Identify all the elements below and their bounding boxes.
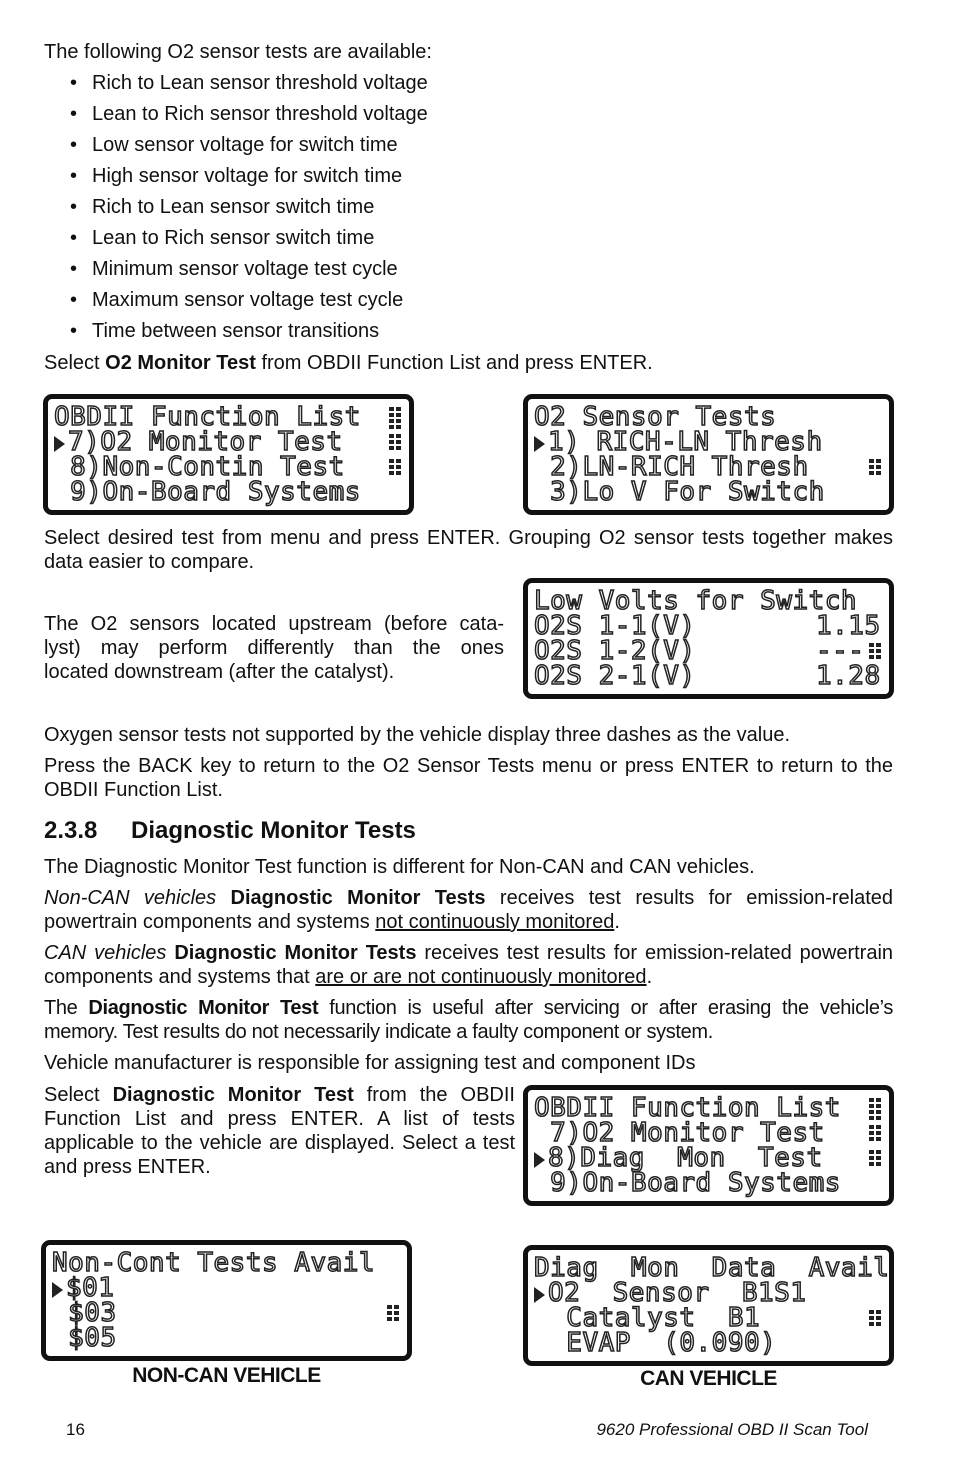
scroll-middle-icon <box>389 434 401 450</box>
lcd-row: $05 <box>52 1323 117 1353</box>
lcd-selected-row: 1) RICH-LN Thresh <box>534 430 823 455</box>
lcd-obdii-function-list <box>43 394 414 515</box>
dashes-note: Oxygen sensor tests not supported by the vehicle display three dashes as the value. <box>44 724 790 746</box>
scroll-top-icon <box>389 407 401 429</box>
lcd-row: O2S 1-2(V) --- <box>534 636 865 666</box>
manufacturer-note: Vehicle manufacturer is responsible for assigning test and component IDs <box>44 1052 696 1074</box>
page-number: 16 <box>66 1420 85 1439</box>
lcd-o2-sensor-tests <box>523 394 894 515</box>
can-paragraph: CAN vehicles Diagnostic Monitor Tests receives test results for emission-related powertrain components and systems that are or are not continuously monitored. <box>44 942 894 988</box>
scroll-middle-icon <box>869 1125 881 1141</box>
useful-paragraph: The Diagnostic Monitor Test function is useful after servicing or after erasing the vehicle’s memory. Test results do not necessarily indicate a faulty component or system. <box>44 997 894 1043</box>
lcd-title: Low Volts for Switch <box>534 586 858 616</box>
lcd-row: 8)Non-Contin Test <box>54 452 345 482</box>
list-item: • High sensor voltage for switch time <box>70 165 403 187</box>
upstream-note: The O2 sensors located upstream (before cata- lyst) may perform differently than the ones located downstream (after the catalyst). <box>44 613 504 683</box>
lcd-diag-mon-data <box>523 1245 894 1366</box>
lcd-row: 2)LN-RICH Thresh <box>534 452 809 482</box>
cursor-arrow-icon <box>54 436 65 452</box>
lcd-row: Catalyst B1 <box>534 1303 761 1333</box>
lcd-obdii-function-list-diag <box>523 1085 894 1206</box>
lcd-title: Diag Mon Data Avail <box>534 1253 890 1283</box>
lcd-row: 9)On-Board Systems <box>54 477 361 507</box>
lcd-selected-row: 8)Diag Mon Test <box>534 1146 823 1171</box>
scroll-icon <box>869 459 881 475</box>
lcd-non-cont-tests <box>41 1240 412 1361</box>
lcd-low-volts-for-switch <box>523 578 894 699</box>
lcd-row: 9)On-Board Systems <box>534 1168 841 1198</box>
can-caption: CAN VEHICLE <box>640 1367 777 1390</box>
select-dmt-instruction: Select Diagnostic Monitor Test from the OBDII Function List and press ENTER. A list of tests applicable to the vehicle are displayed. Select a test and press ENTER. <box>44 1084 515 1178</box>
lcd-row: $03 <box>52 1298 117 1328</box>
noncan-caption: NON-CAN VEHICLE <box>132 1364 321 1387</box>
noncan-paragraph: Non-CAN vehicles Diagnostic Monitor Tests receives test results for emission-related powertrain components and systems not continuously monitored. <box>44 887 894 933</box>
scroll-bottom-icon <box>389 459 401 475</box>
cursor-arrow-icon <box>534 1287 545 1303</box>
lcd-selected-row: 7)O2 Monitor Test <box>54 430 343 455</box>
scroll-icon <box>869 643 881 659</box>
lcd-row: O2S 1-1(V) 1.15 <box>534 611 881 641</box>
lcd-row: 7)O2 Monitor Test <box>534 1118 825 1148</box>
list-item: • Rich to Lean sensor switch time <box>70 196 375 218</box>
scroll-bottom-icon <box>869 1150 881 1166</box>
list-item: • Rich to Lean sensor threshold voltage <box>70 72 428 94</box>
select-desired-text: Select desired test from menu and press ENTER. Grouping O2 sensor tests together makes data easier to compare. <box>44 527 893 573</box>
lcd-title: O2 Sensor Tests <box>534 402 777 432</box>
list-item: • Low sensor voltage for switch time <box>70 134 398 156</box>
dmt-intro: The Diagnostic Monitor Test function is different for Non-CAN and CAN vehicles. <box>44 856 755 878</box>
list-item: • Time between sensor transitions <box>70 320 380 342</box>
lcd-title: OBDII Function List <box>54 402 361 432</box>
footer-title: 9620 Professional OBD II Scan Tool <box>596 1420 868 1439</box>
cursor-arrow-icon <box>534 436 545 452</box>
lcd-title: OBDII Function List <box>534 1093 841 1123</box>
lcd-row: 3)Lo V For Switch <box>534 477 825 507</box>
cursor-arrow-icon <box>534 1152 545 1168</box>
scroll-top-icon <box>869 1098 881 1120</box>
cursor-arrow-icon <box>52 1282 63 1298</box>
back-note: Press the BACK key to return to the O2 Sensor Tests menu or press ENTER to return to the OBDII Function List. <box>44 755 893 801</box>
list-item: • Lean to Rich sensor switch time <box>70 227 375 249</box>
lcd-selected-row: O2 Sensor B1S1 <box>534 1281 806 1306</box>
list-item: • Lean to Rich sensor threshold voltage <box>70 103 428 125</box>
section-heading: 2.3.8 Diagnostic Monitor Tests <box>44 817 416 844</box>
lcd-title: Non-Cont Tests Avail <box>52 1248 376 1278</box>
lcd-selected-row: $01 <box>52 1276 114 1301</box>
scroll-icon <box>387 1305 399 1321</box>
select-o2-instruction: Select O2 Monitor Test from OBDII Function List and press ENTER. <box>44 352 653 374</box>
intro-text: The following O2 sensor tests are available: <box>44 41 432 63</box>
list-item: • Maximum sensor voltage test cycle <box>70 289 404 311</box>
lcd-row: EVAP (0.090) <box>534 1328 777 1358</box>
list-item: • Minimum sensor voltage test cycle <box>70 258 398 280</box>
lcd-row: O2S 2-1(V) 1.28 <box>534 661 881 691</box>
scroll-icon <box>869 1310 881 1326</box>
